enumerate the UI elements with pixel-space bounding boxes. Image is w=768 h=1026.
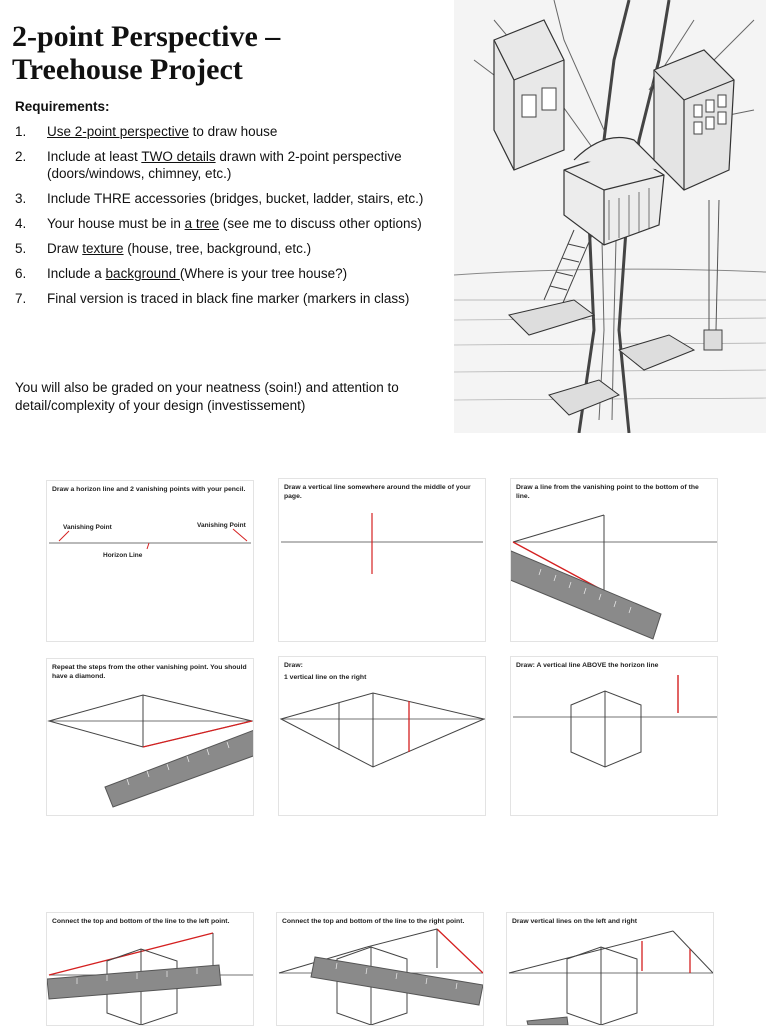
item-text: Your house must be in — [47, 216, 185, 231]
step-7-drawing — [47, 913, 253, 1025]
treehouse-sketch-image — [454, 0, 766, 433]
requirement-1 — [15, 123, 445, 140]
item-text: Draw — [47, 241, 83, 256]
step-caption: Draw: — [284, 662, 303, 669]
item-text: (see me to discuss other options) — [219, 216, 422, 231]
page-title — [12, 20, 442, 86]
requirement-7 — [15, 290, 445, 307]
step-caption: Draw a horizon line and 2 vanishing points with your pencil. — [52, 486, 246, 493]
item-number: 2. — [15, 149, 27, 164]
treehouse-sketch — [454, 0, 766, 433]
vanishing-point-left-label: Vanishing Point — [63, 524, 112, 531]
step-6-drawing — [511, 657, 717, 815]
item-number: 5. — [15, 241, 27, 256]
requirement-4 — [15, 215, 445, 232]
requirement-5 — [15, 240, 445, 257]
step-panel-9 — [506, 912, 714, 1026]
ruler-icon — [47, 965, 221, 999]
step-panel-4 — [46, 658, 254, 816]
title-line-1: 2-point Perspective – — [12, 20, 281, 53]
item-text: Include a — [47, 266, 106, 281]
item-text: (house, tree, background, etc.) — [123, 241, 312, 256]
item-number: 4. — [15, 216, 27, 231]
requirement-3 — [15, 190, 445, 207]
horizon-line-label: Horizon Line — [103, 552, 143, 559]
underlined-text: background — [105, 266, 180, 281]
grading-note: You will also be graded on your neatness (soin!) and attention to detail/complexity of your design (investissement) — [15, 380, 399, 413]
item-text: (Where is your tree house?) — [179, 266, 348, 281]
underlined-text: a tree — [184, 216, 220, 231]
item-text: Final version is traced in black fine marker (markers in class) — [47, 291, 410, 306]
step-8-drawing — [277, 913, 483, 1025]
step-panel-1 — [46, 480, 254, 642]
step-1-drawing — [47, 481, 253, 641]
step-panel-3 — [510, 478, 718, 642]
ruler-icon — [105, 729, 253, 807]
step-5-drawing — [279, 657, 485, 815]
ruler-icon — [511, 551, 661, 639]
step-9-drawing — [507, 913, 713, 1025]
item-text: drawn with 2-point perspective (doors/windows, chimney, etc.) — [47, 149, 402, 181]
item-text: Include THRE accessories (bridges, bucket, ladder, stairs, etc.) — [47, 191, 424, 206]
step-caption: Draw vertical lines on the left and right — [512, 918, 638, 925]
step-caption: Draw a line from the vanishing point to the bottom of the line. — [516, 484, 699, 500]
underlined-text: Use 2-point perspective — [47, 124, 189, 139]
step-caption: Repeat the steps from the other vanishing point. You should have a diamond. — [52, 664, 247, 680]
step-panel-6 — [510, 656, 718, 816]
step-panel-2 — [278, 478, 486, 642]
item-number: 6. — [15, 266, 27, 281]
item-number: 7. — [15, 291, 27, 306]
step-panel-7 — [46, 912, 254, 1026]
step-caption: Draw a vertical line somewhere around the middle of your page. — [284, 484, 471, 500]
vanishing-point-right-label: Vanishing Point — [197, 522, 246, 529]
requirements-list — [15, 123, 445, 315]
item-text: Include at least — [47, 149, 142, 164]
item-number: 3. — [15, 191, 27, 206]
step-3-drawing — [511, 479, 717, 641]
underlined-text: texture — [82, 241, 124, 256]
step-subcaption: 1 vertical line on the right — [284, 674, 367, 681]
step-panel-8 — [276, 912, 484, 1026]
underlined-text: TWO details — [141, 149, 216, 164]
step-caption: Connect the top and bottom of the line to the left point. — [52, 918, 230, 925]
item-number: 1. — [15, 124, 27, 139]
step-caption: Draw: A vertical line ABOVE the horizon line — [516, 662, 659, 669]
item-text: to draw house — [188, 124, 278, 139]
requirement-6 — [15, 265, 445, 282]
title-line-2: Treehouse Project — [12, 53, 243, 86]
requirements-heading: Requirements: — [15, 99, 110, 114]
step-caption: Connect the top and bottom of the line to the right point. — [282, 918, 465, 925]
step-2-drawing — [279, 479, 485, 641]
requirement-2 — [15, 148, 445, 182]
step-4-drawing — [47, 659, 253, 815]
step-panel-5 — [278, 656, 486, 816]
